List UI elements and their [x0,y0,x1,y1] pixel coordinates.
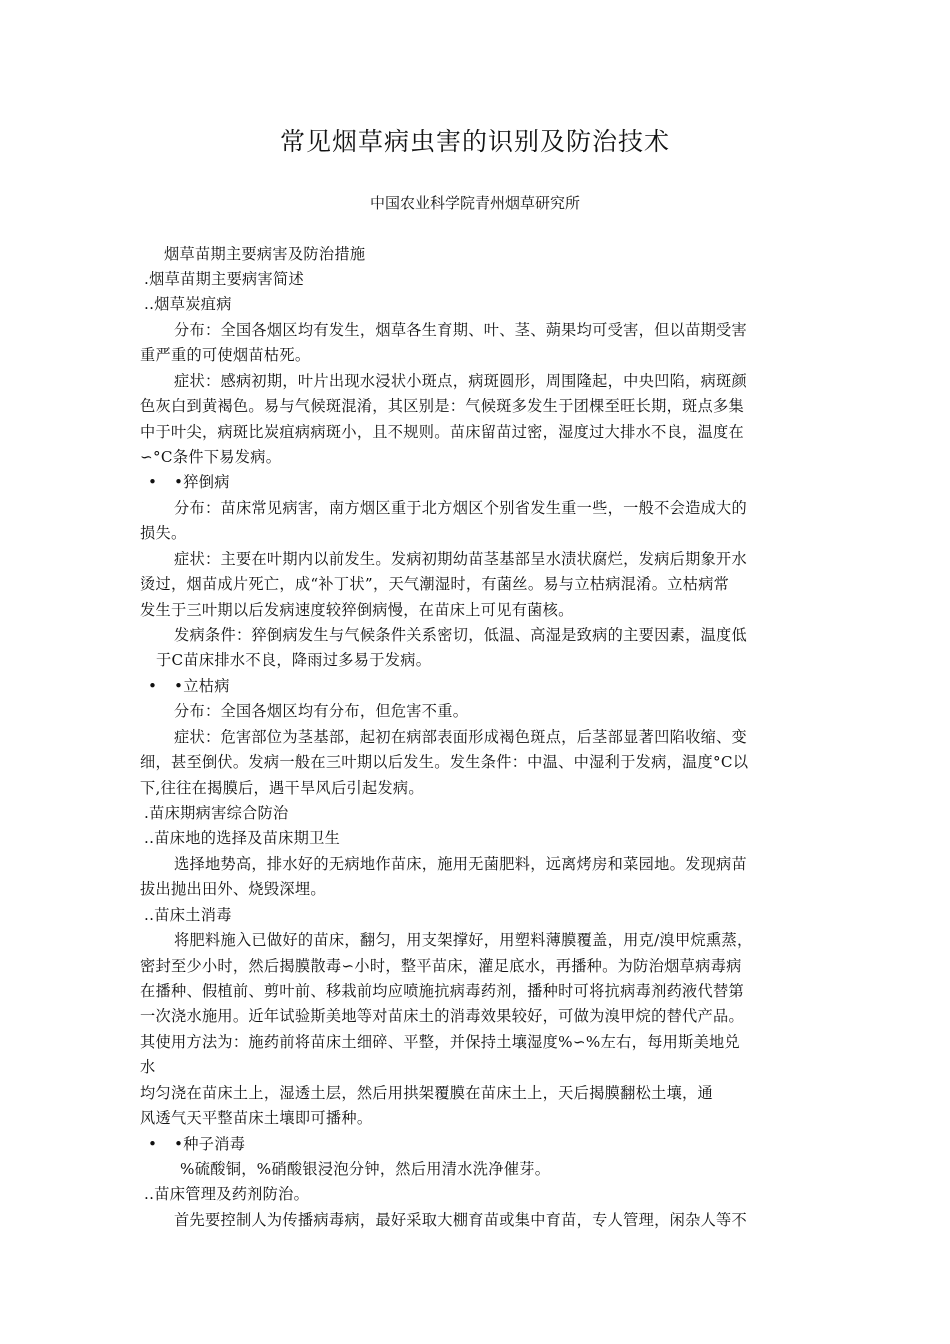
paragraph-line: 发生于三叶期以后发病速度较猝倒病慢，在苗床上可见有菌核。 [140,601,574,619]
paragraph-line: 密封至少小时，然后揭膜散毒∽小时，整平苗床，灌足底水，再播种。为防治烟草病毒病 [140,957,742,975]
paragraph-line: 发病条件：猝倒病发生与气候条件关系密切，低温、高湿是致病的主要因素，温度低 [174,626,748,644]
paragraph-line: 症状：感病初期，叶片出现水浸状小斑点，病斑圆形，周围隆起，中央凹陷，病斑颜 [174,372,748,390]
paragraph-line: 拔出抛出田外、烧毁深埋。 [140,880,326,898]
bullet-heading [148,1132,245,1156]
paragraph-line: 重严重的可使烟苗枯死。 [140,346,311,364]
document-author: 中国农业科学院青州烟草研究所 [369,194,580,212]
paragraph-line: 症状：危害部位为茎基部，起初在病部表面形成褐色斑点，后茎部显著凹陷收缩、变 [174,728,748,746]
paragraph-line: 首先要控制人为传播病毒病，最好采取大棚育苗或集中育苗，专人管理，闲杂人等不 [174,1211,748,1229]
subsection-heading: ..苗床土消毒 [144,906,232,924]
paragraph-line: 均匀浇在苗床土上，湿透土层，然后用拱架覆膜在苗床土上，天后揭膜翻松土壤，通 [140,1084,714,1102]
paragraph-line: 于C苗床排水不良，降雨过多易于发病。 [156,651,432,669]
paragraph-line: 烫过，烟苗成片死亡，成“补丁状”，天气潮湿时，有菌丝。易与立枯病混淆。立枯病常 [140,575,730,593]
bullet-heading [148,470,230,494]
paragraph-line: 症状：主要在叶期内以前发生。发病初期幼苗茎基部呈水渍状腐烂，发病后期象开水 [174,550,748,568]
paragraph-line: 将肥料施入已做好的苗床，翻匀，用支架撑好，用塑料薄膜覆盖，用克/溴甲烷熏蒸， [174,931,753,949]
document-title: 常见烟草病虫害的识别及防治技术 [279,127,670,156]
paragraph-line: 其使用方法为：施药前将苗床土细碎、平整，并保持土壤湿度%∽%左右，每用斯美地兑 [140,1033,741,1051]
bullet-icon: • [148,1135,158,1153]
paragraph-line: %硫酸铜，%硝酸银浸泡分钟，然后用清水洗净催芽。 [180,1160,551,1178]
paragraph-line: 中于叶尖，病斑比炭疽病病斑小，且不规则。苗床留苗过密，湿度过大排水不良，温度在 [140,423,745,441]
subsection-heading: ..苗床管理及药剂防治。 [144,1185,310,1203]
subsection-heading: .苗床期病害综合防治 [144,804,289,822]
bullet-icon: • [148,677,158,695]
subsection-heading: ..苗床地的选择及苗床期卫生 [144,829,341,847]
paragraph-line: 在播种、假植前、剪叶前、移栽前均应喷施抗病毒药剂，播种时可将抗病毒剂药液代替第 [140,982,745,1000]
paragraph-line: 分布：全国各烟区均有发生，烟草各生育期、叶、茎、蒴果均可受害，但以苗期受害 [174,321,748,339]
bullet-icon: • [148,473,158,491]
bullet-heading-text: •猝倒病 [174,473,230,491]
subsection-heading: ..烟草炭疽病 [144,295,232,313]
paragraph-line: 损失。 [140,524,187,542]
paragraph-line: 下,往往在揭膜后，遇干旱风后引起发病。 [140,779,424,797]
paragraph-line: 选择地势高，排水好的无病地作苗床，施用无菌肥料，远离烤房和菜园地。发现病苗 [174,855,748,873]
paragraph-line: 分布：全国各烟区均有分布，但危害不重。 [174,702,469,720]
bullet-heading-text: •种子消毒 [174,1135,246,1153]
bullet-heading [148,674,230,698]
paragraph-line: 色灰白到黄褐色。易与气候斑混淆，其区别是：气候斑多发生于团棵至旺长期，斑点多集 [140,397,745,415]
subsection-heading: .烟草苗期主要病害简述 [144,270,305,288]
paragraph-line: ∽°C条件下易发病。 [140,448,282,466]
paragraph-line: 分布：苗床常见病害，南方烟区重于北方烟区个别省发生重一些，一般不会造成大的 [174,499,748,517]
bullet-heading-text: •立枯病 [174,677,230,695]
paragraph-line: 一次浇水施用。近年试验斯美地等对苗床土的消毒效果较好，可做为溴甲烷的替代产品。 [140,1007,745,1025]
section-heading: 烟草苗期主要病害及防治措施 [164,245,366,263]
paragraph-line: 细，甚至倒伏。发病一般在三叶期以后发生。发生条件：中温、中湿利于发病，温度°C以 [140,753,749,771]
paragraph-line: 风透气天平整苗床土壤即可播种。 [140,1109,373,1127]
paragraph-line: 水 [140,1058,156,1076]
